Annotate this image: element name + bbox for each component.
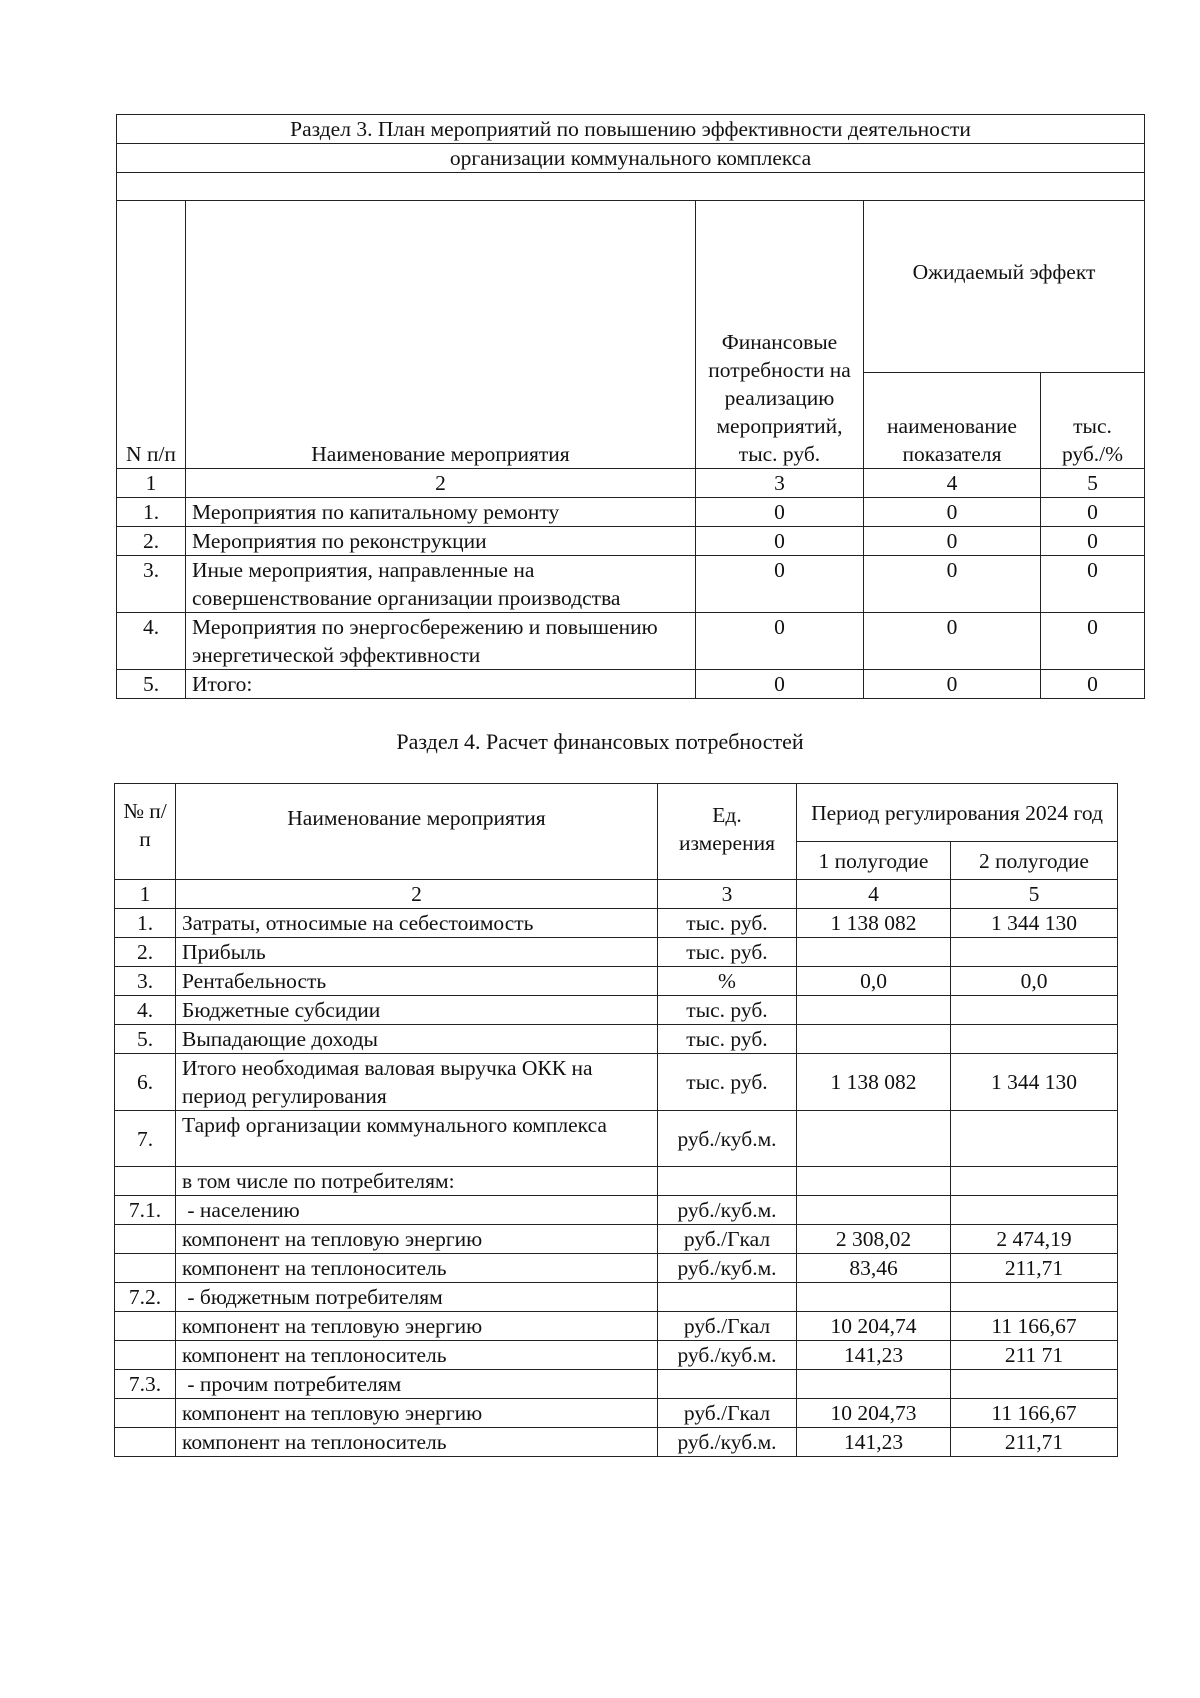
row-num: 7.1. [115,1196,176,1225]
section3-header-finance: Финансовые потребности на реализацию мероприятий, тыс. руб. [696,201,864,469]
row-indicator: 0 [864,498,1041,527]
row-half2-value: 11 166,67 [951,1399,1118,1428]
table-row [115,1312,1118,1341]
row-num [115,1167,176,1196]
row-half1-value [797,1283,951,1312]
row-half2-value [951,1196,1118,1225]
row-half1-value: 2 308,02 [797,1225,951,1254]
row-half2-value: 1 344 130 [951,909,1118,938]
row-half1-value: 0,0 [797,967,951,996]
section3-table [116,114,1145,699]
row-name: компонент на тепловую энергию [176,1399,658,1428]
row-half2-value: 211,71 [951,1428,1118,1457]
row-half2-value: 1 344 130 [951,1054,1118,1111]
row-unit: тыс. руб. [658,938,797,967]
table-row [115,1341,1118,1370]
row-name: Итого: [186,670,696,699]
row-finance: 0 [696,670,864,699]
row-unit: руб./куб.м. [658,1111,797,1167]
table-row [117,556,1145,613]
col-number: 4 [864,469,1041,498]
row-half2-value [951,1025,1118,1054]
row-name: компонент на теплоноситель [176,1428,658,1457]
row-name: - населению [176,1196,658,1225]
row-name: компонент на тепловую энергию [176,1312,658,1341]
section3-header-name: Наименование мероприятия [186,201,696,469]
table-row [115,909,1118,938]
row-name: Тариф организации коммунального комплекса [176,1111,658,1167]
row-num: 7. [115,1111,176,1167]
section4-col-numbers-row [115,880,1118,909]
row-half2-value [951,1370,1118,1399]
row-name: Иные мероприятия, направленные на совершенствование организации производства [186,556,696,613]
row-finance: 0 [696,613,864,670]
row-num: 3. [115,967,176,996]
row-name: Мероприятия по капитальному ремонту [186,498,696,527]
row-unit: тыс. руб. [658,1025,797,1054]
row-half2-value: 2 474,19 [951,1225,1118,1254]
row-unit: руб./куб.м. [658,1341,797,1370]
row-num: 6. [115,1054,176,1111]
row-value: 0 [1041,613,1145,670]
section3-title-line2: организации коммунального комплекса [117,144,1145,173]
section4-table [114,783,1118,1457]
row-name: компонент на теплоноситель [176,1254,658,1283]
row-unit: тыс. руб. [658,996,797,1025]
row-num [115,1341,176,1370]
row-half1-value [797,938,951,967]
section3-header-effect: Ожидаемый эффект [864,201,1145,373]
row-num: 5. [115,1025,176,1054]
section4-title: Раздел 4. Расчет финансовых потребностей [396,729,804,754]
row-unit: руб./Гкал [658,1399,797,1428]
row-half2-value [951,938,1118,967]
table-row [115,1225,1118,1254]
row-unit [658,1283,797,1312]
row-half2-value: 0,0 [951,967,1118,996]
section3-header-unit: тыс. руб./% [1041,373,1145,469]
row-value: 0 [1041,670,1145,699]
table-row-total [117,670,1145,699]
row-half2-value [951,1167,1118,1196]
row-finance: 0 [696,556,864,613]
section3-empty-row [117,173,1145,201]
row-name: Прибыль [176,938,658,967]
row-num: 5. [117,670,186,699]
row-half1-value: 83,46 [797,1254,951,1283]
section4-rows [115,909,1118,1457]
col-number: 3 [658,880,797,909]
table-row [115,1167,1118,1196]
col-number: 1 [115,880,176,909]
row-num: 4. [117,613,186,670]
row-half2-value [951,1111,1118,1167]
row-half2-value: 211 71 [951,1341,1118,1370]
row-finance: 0 [696,527,864,556]
row-name: компонент на теплоноситель [176,1341,658,1370]
col-number: 5 [1041,469,1145,498]
row-unit [658,1167,797,1196]
table-row [115,1111,1118,1167]
col-number: 3 [696,469,864,498]
table-row [117,613,1145,670]
row-name: Мероприятия по энергосбережению и повышению энергетической эффективности [186,613,696,670]
row-num: 2. [115,938,176,967]
row-finance: 0 [696,498,864,527]
table-row [115,1196,1118,1225]
row-unit: тыс. руб. [658,909,797,938]
row-num: 4. [115,996,176,1025]
row-half2-value: 11 166,67 [951,1312,1118,1341]
row-name: компонент на тепловую энергию [176,1225,658,1254]
section4-header-period: Период регулирования 2024 год [797,784,1118,842]
row-half1-value: 10 204,73 [797,1399,951,1428]
row-unit [658,1370,797,1399]
row-half1-value [797,1370,951,1399]
row-half1-value [797,1111,951,1167]
row-half1-value: 10 204,74 [797,1312,951,1341]
row-unit: руб./куб.м. [658,1428,797,1457]
row-half1-value: 1 138 082 [797,1054,951,1111]
col-number: 1 [117,469,186,498]
row-name: в том числе по потребителям: [176,1167,658,1196]
row-half1-value: 141,23 [797,1341,951,1370]
row-num: 1. [117,498,186,527]
row-indicator: 0 [864,527,1041,556]
row-unit: тыс. руб. [658,1054,797,1111]
row-half1-value [797,1167,951,1196]
row-num: 1. [115,909,176,938]
row-half2-value [951,1283,1118,1312]
table-row [117,498,1145,527]
section4-header-half2: 2 полугодие [951,842,1118,880]
row-value: 0 [1041,527,1145,556]
row-half2-value [951,996,1118,1025]
row-num [115,1428,176,1457]
col-number: 2 [186,469,696,498]
row-num [115,1312,176,1341]
section4-header-name: Наименование мероприятия [176,784,658,880]
table-row [115,996,1118,1025]
row-half1-value: 1 138 082 [797,909,951,938]
row-name: Бюджетные субсидии [176,996,658,1025]
row-half2-value: 211,71 [951,1254,1118,1283]
table-row [117,527,1145,556]
table-row [115,1254,1118,1283]
section3-col-numbers-row [117,469,1145,498]
col-number: 4 [797,880,951,909]
col-number: 5 [951,880,1118,909]
section3-header-indicator: наименование показателя [864,373,1041,469]
row-name: Мероприятия по реконструкции [186,527,696,556]
row-half1-value: 141,23 [797,1428,951,1457]
row-unit: руб./Гкал [658,1312,797,1341]
row-name: Затраты, относимые на себестоимость [176,909,658,938]
section4-header-unit: Ед. измерения [658,784,797,880]
row-num: 7.2. [115,1283,176,1312]
section3-title-line1: Раздел 3. План мероприятий по повышению эффективности деятельности [117,115,1145,144]
row-indicator: 0 [864,556,1041,613]
row-name: - бюджетным потребителям [176,1283,658,1312]
section3-header-num: N п/п [117,201,186,469]
row-indicator: 0 [864,670,1041,699]
row-half1-value [797,1196,951,1225]
row-num: 3. [117,556,186,613]
row-num: 2. [117,527,186,556]
section4-header-num: № п/п [115,784,176,880]
row-num: 7.3. [115,1370,176,1399]
row-num [115,1225,176,1254]
table-row [115,1025,1118,1054]
section4-header-half1: 1 полугодие [797,842,951,880]
row-half1-value [797,996,951,1025]
row-unit: % [658,967,797,996]
row-unit: руб./Гкал [658,1225,797,1254]
col-number: 2 [176,880,658,909]
table-row [115,938,1118,967]
row-name: Рентабельность [176,967,658,996]
row-half1-value [797,1025,951,1054]
row-unit: руб./куб.м. [658,1196,797,1225]
row-num [115,1399,176,1428]
table-row [115,1428,1118,1457]
row-name: - прочим потребителям [176,1370,658,1399]
row-value: 0 [1041,498,1145,527]
table-row [115,1399,1118,1428]
table-row [115,1283,1118,1312]
table-row [115,967,1118,996]
table-row [115,1370,1118,1399]
row-unit: руб./куб.м. [658,1254,797,1283]
row-name: Итого необходимая валовая выручка ОКК на период регулирования [176,1054,658,1111]
row-name: Выпадающие доходы [176,1025,658,1054]
row-indicator: 0 [864,613,1041,670]
row-num [115,1254,176,1283]
table-row [115,1054,1118,1111]
row-value: 0 [1041,556,1145,613]
